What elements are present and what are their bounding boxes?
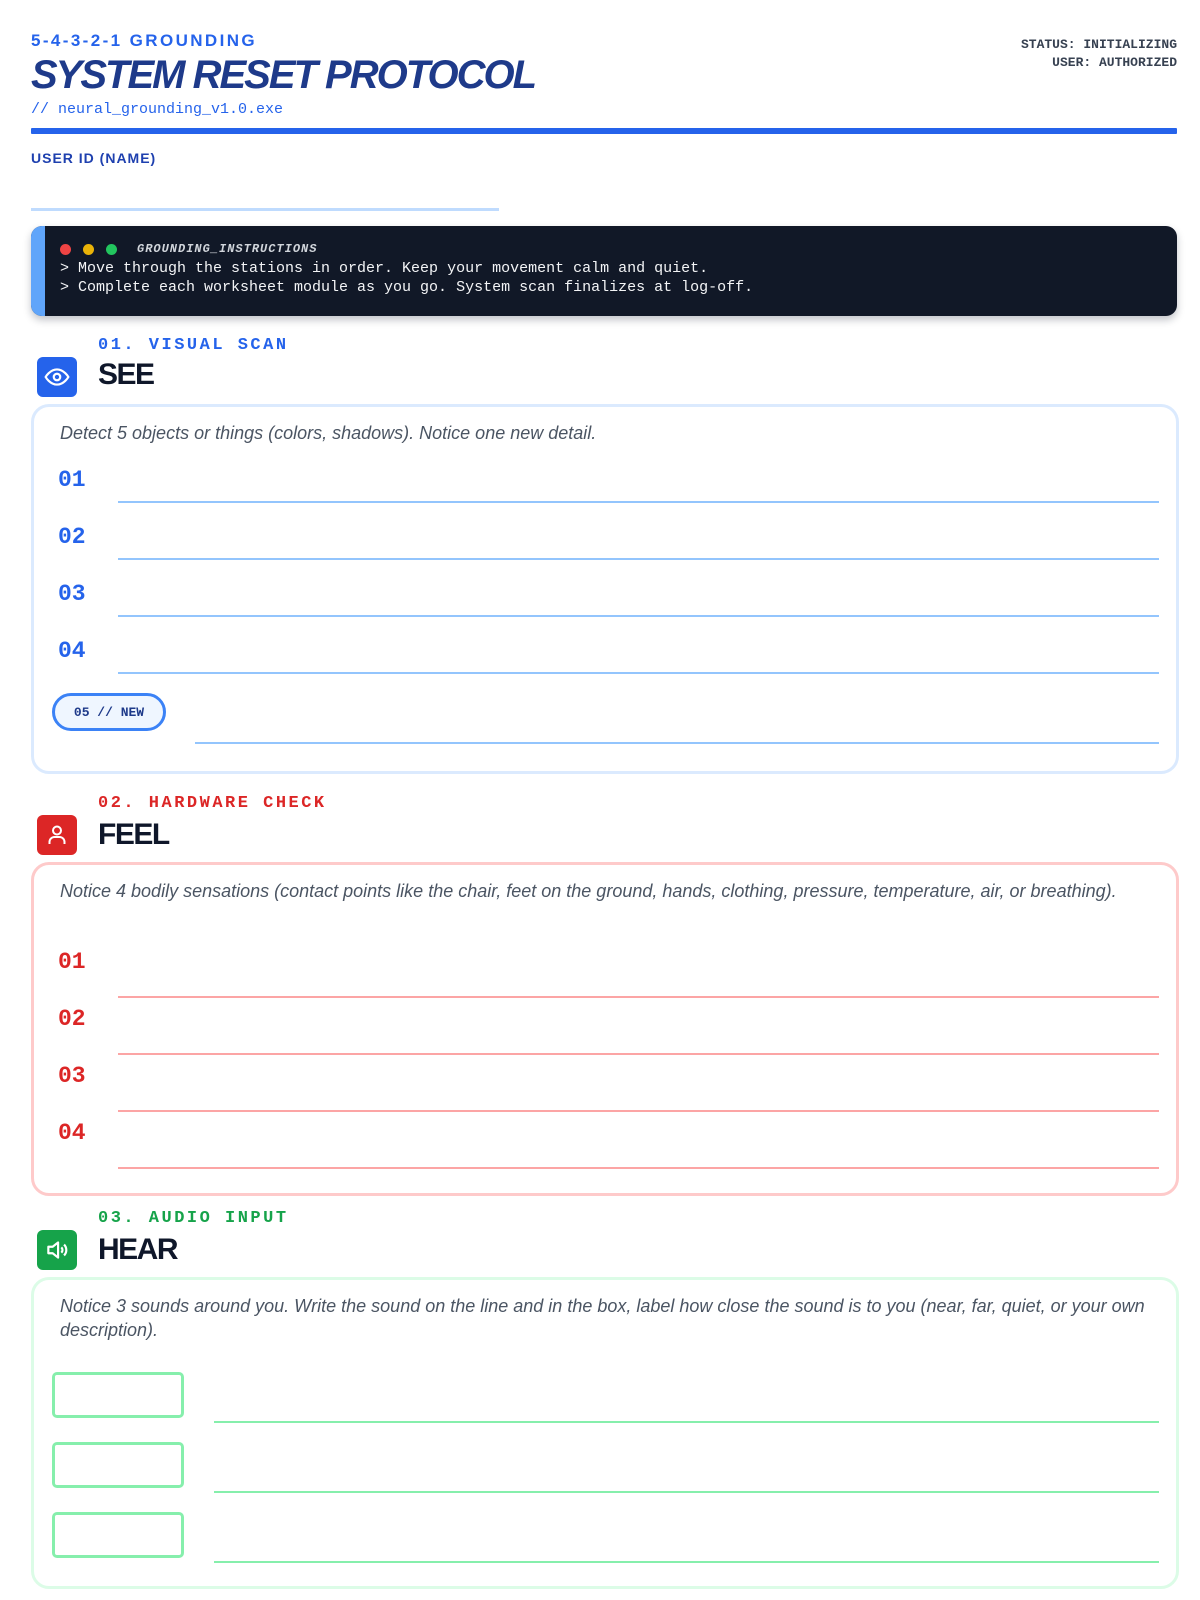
terminal-title: GROUNDING_INSTRUCTIONS — [137, 242, 318, 256]
eye-icon — [37, 357, 77, 397]
red-dot-icon — [60, 244, 71, 255]
see-item-number: 04 — [58, 638, 86, 664]
sound-distance-box[interactable] — [52, 1512, 184, 1558]
new-detail-badge: 05 // NEW — [52, 693, 166, 731]
feel-description: Notice 4 bodily sensations (contact points like the chair, feet on the ground, hands, clothing, pressure, temperature, air, or breathing). — [60, 881, 1117, 901]
see-answer-line[interactable] — [118, 615, 1159, 617]
feel-section-code: 02. HARDWARE CHECK — [98, 794, 327, 813]
feel-item-number: 04 — [58, 1120, 86, 1146]
see-answer-line[interactable] — [118, 501, 1159, 503]
kicker: 5-4-3-2-1 GROUNDING — [31, 31, 258, 50]
feel-item-number: 03 — [58, 1063, 86, 1089]
see-item-number: 02 — [58, 524, 86, 550]
feel-card — [31, 862, 1179, 1196]
feel-answer-line[interactable] — [118, 1167, 1159, 1169]
sound-answer-line[interactable] — [214, 1421, 1159, 1423]
speaker-icon — [37, 1230, 77, 1270]
feel-section-title: FEEL — [98, 818, 169, 851]
see-new-detail-line[interactable] — [195, 742, 1159, 744]
hear-section-title: HEAR — [98, 1233, 178, 1266]
yellow-dot-icon — [83, 244, 94, 255]
terminal-line-2: > Complete each worksheet module as you go. System scan finalizes at log-off. — [60, 279, 754, 296]
header — [31, 28, 1177, 118]
instructions-terminal — [31, 226, 1177, 316]
see-answer-line[interactable] — [118, 558, 1159, 560]
feel-answer-line[interactable] — [118, 1053, 1159, 1055]
status-text: STATUS: INITIALIZING — [1020, 37, 1177, 52]
page-title: SYSTEM RESET PROTOCOL — [31, 53, 535, 97]
see-card — [31, 404, 1179, 774]
terminal-line-1: > Move through the stations in order. Keep your movement calm and quiet. — [60, 260, 709, 277]
see-section-code: 01. VISUAL SCAN — [98, 336, 289, 355]
hear-card — [31, 1277, 1179, 1589]
see-item-number: 03 — [58, 581, 86, 607]
sound-distance-box[interactable] — [52, 1442, 184, 1488]
feel-answer-line[interactable] — [118, 996, 1159, 998]
sound-distance-box[interactable] — [52, 1372, 184, 1418]
feel-item-number: 01 — [58, 949, 86, 975]
person-icon — [37, 815, 77, 855]
see-item-number: 01 — [58, 467, 86, 493]
user-status-text: USER: AUTHORIZED — [1052, 55, 1177, 70]
sound-answer-line[interactable] — [214, 1561, 1159, 1563]
hear-description: Notice 3 sounds around you. Write the sound on the line and in the box, label how close the sound is to you (near, far, quiet, or your own description). — [60, 1296, 1145, 1340]
terminal-accent — [31, 226, 45, 316]
hear-section-code: 03. AUDIO INPUT — [98, 1209, 289, 1228]
user-id-label: USER ID (NAME) — [31, 150, 157, 166]
window-dots — [60, 244, 117, 255]
user-id-field[interactable] — [31, 208, 499, 211]
see-description: Detect 5 objects or things (colors, shadows). Notice one new detail. — [60, 423, 597, 443]
see-section-title: SEE — [98, 358, 154, 391]
feel-item-number: 02 — [58, 1006, 86, 1032]
green-dot-icon — [106, 244, 117, 255]
feel-answer-line[interactable] — [118, 1110, 1159, 1112]
file-name: // neural_grounding_v1.0.exe — [31, 101, 284, 118]
see-answer-line[interactable] — [118, 672, 1159, 674]
header-divider — [31, 128, 1177, 134]
sound-answer-line[interactable] — [214, 1491, 1159, 1493]
status-block — [1021, 36, 1177, 72]
